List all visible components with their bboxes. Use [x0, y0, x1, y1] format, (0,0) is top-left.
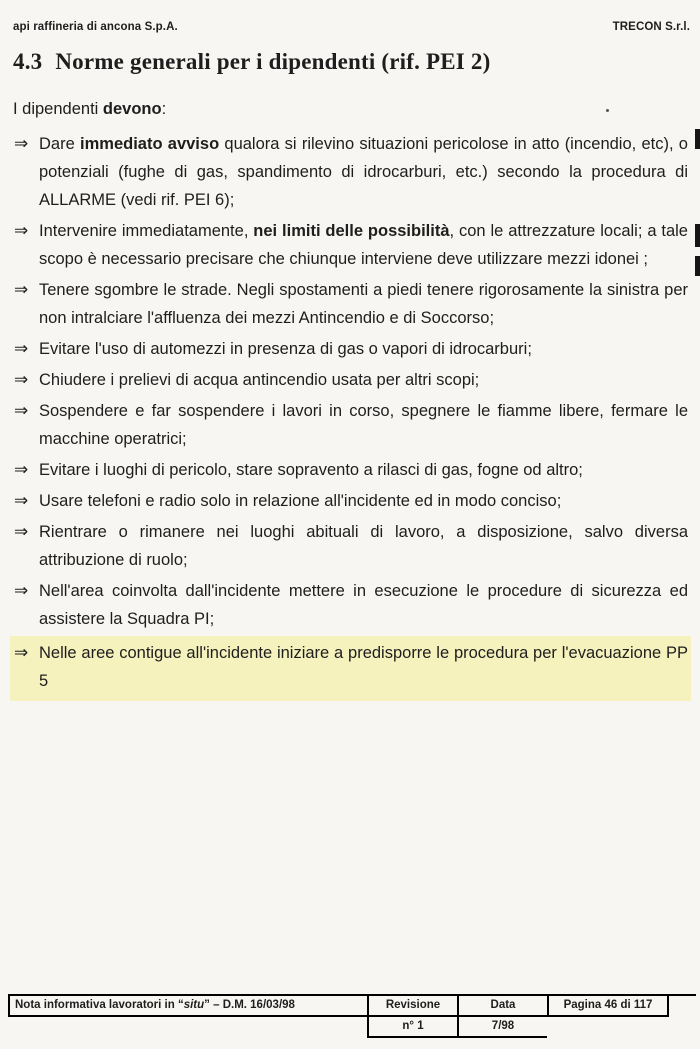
list-item: [14, 276, 688, 332]
arrow-bullet-icon: ⇒: [14, 460, 29, 479]
bullet-text: [39, 276, 688, 332]
company-name-left: api raffineria di ancona S.p.A.: [13, 21, 178, 33]
text-segment: Chiudere i prelievi di acqua antincendio usata per altri scopi;: [39, 371, 480, 389]
text-segment: I dipendenti: [13, 100, 103, 118]
bullet-text: [39, 456, 688, 484]
scan-artifact: [606, 109, 609, 112]
list-item: [14, 366, 688, 394]
list-item: [14, 130, 688, 214]
text-segment: Nelle aree contigue all'incidente iniziare a predisporre le procedura per l'evacuazione PP 5: [39, 644, 688, 690]
intro-line: [13, 100, 686, 119]
text-segment: Tenere sgombre le strade. Negli spostamenti a piedi tenere rigorosamente la sinistra per non intralciare l'affluenza dei mezzi Antincendio e di Soccorso;: [39, 281, 688, 327]
page-number: Pagina 46 di 117: [547, 996, 669, 1017]
text-segment: devono: [102, 100, 162, 118]
arrow-bullet-icon: ⇒: [14, 339, 29, 358]
section-title-text: Norme generali per i dipendenti (rif. PEI 2): [55, 49, 491, 74]
text-segment: Usare telefoni e radio solo in relazione all'incidente ed in modo conciso;: [39, 492, 562, 510]
bullet-text: [39, 217, 688, 273]
arrow-bullet-icon: ⇒: [14, 221, 29, 240]
arrow-bullet-icon: ⇒: [14, 491, 29, 510]
bullet-text: [39, 130, 688, 214]
arrow-bullet-icon: ⇒: [14, 581, 29, 600]
text-segment: Nota informativa lavoratori in “: [15, 999, 184, 1011]
bullet-text: [39, 487, 688, 515]
document-header: [0, 0, 700, 33]
arrow-bullet-icon: ⇒: [14, 522, 29, 541]
text-segment: nei limiti delle possibilità: [253, 222, 450, 240]
arrow-bullet-icon: ⇒: [14, 370, 29, 389]
bullet-text: [39, 366, 688, 394]
list-item: [14, 456, 688, 484]
list-item: [14, 577, 688, 633]
bullet-text: [39, 518, 688, 574]
text-segment: Evitare i luoghi di pericolo, stare sopravento a rilasci di gas, fogne od altro;: [39, 461, 583, 479]
bullet-list: [0, 130, 700, 701]
text-segment: Sospendere e far sospendere i lavori in corso, spegnere le fiamme libere, fermare le macchine operatrici;: [39, 402, 688, 448]
text-segment: situ: [183, 999, 205, 1011]
list-item: [14, 397, 688, 453]
date-value: 7/98: [457, 1017, 547, 1038]
scan-artifact: [695, 256, 700, 276]
text-segment: , con le attrezzature locali; a tale scopo è necessario precisare che chiunque interviene deve utilizzare mezzi idonei ;: [39, 222, 688, 268]
bullet-text: [39, 397, 688, 453]
text-segment: immediato avviso: [80, 135, 220, 153]
arrow-bullet-icon: ⇒: [14, 643, 29, 662]
revision-label: Revisione: [367, 996, 457, 1017]
arrow-bullet-icon: ⇒: [14, 401, 29, 420]
text-segment: qualora si rilevino situazioni pericolose in atto (incendio, etc), o potenziali (fughe di gas, spandimento di idrocarburi, etc.) secondo la procedura di ALLARME (vedi rif. PEI 6);: [39, 135, 688, 209]
footer-revision-column: [367, 996, 457, 1038]
arrow-bullet-icon: ⇒: [14, 280, 29, 299]
list-item: [14, 217, 688, 273]
bullet-text: [39, 335, 688, 363]
text-segment: :: [161, 100, 167, 118]
footer-date-column: [457, 996, 547, 1038]
page-footer: [8, 994, 696, 1038]
scan-artifact: [695, 129, 700, 149]
list-item-highlighted: [10, 636, 691, 701]
date-label: Data: [457, 996, 547, 1017]
revision-value: n° 1: [367, 1017, 457, 1038]
scan-artifact: [695, 224, 700, 247]
text-segment: Evitare l'uso di automezzi in presenza di gas o vapori di idrocarburi;: [39, 340, 532, 358]
footer-note: [8, 996, 367, 1017]
text-segment: Intervenire immediatamente,: [39, 222, 254, 240]
text-segment: ” – D.M. 16/03/98: [204, 999, 295, 1011]
arrow-bullet-icon: ⇒: [14, 134, 29, 153]
text-segment: Dare: [39, 135, 81, 153]
list-item: [14, 518, 688, 574]
text-segment: Nell'area coinvolta dall'incidente mettere in esecuzione le procedure di sicurezza ed assistere la Squadra PI;: [39, 582, 688, 628]
section-number: 4.3: [13, 49, 43, 74]
text-segment: Rientrare o rimanere nei luoghi abituali di lavoro, a disposizione, salvo diversa attribuzione di ruolo;: [39, 523, 688, 569]
company-name-right: TRECON S.r.l.: [612, 21, 690, 33]
bullet-text: [39, 639, 688, 695]
bullet-text: [39, 577, 688, 633]
section-title: [13, 49, 686, 75]
list-item: [14, 335, 688, 363]
list-item: [14, 487, 688, 515]
